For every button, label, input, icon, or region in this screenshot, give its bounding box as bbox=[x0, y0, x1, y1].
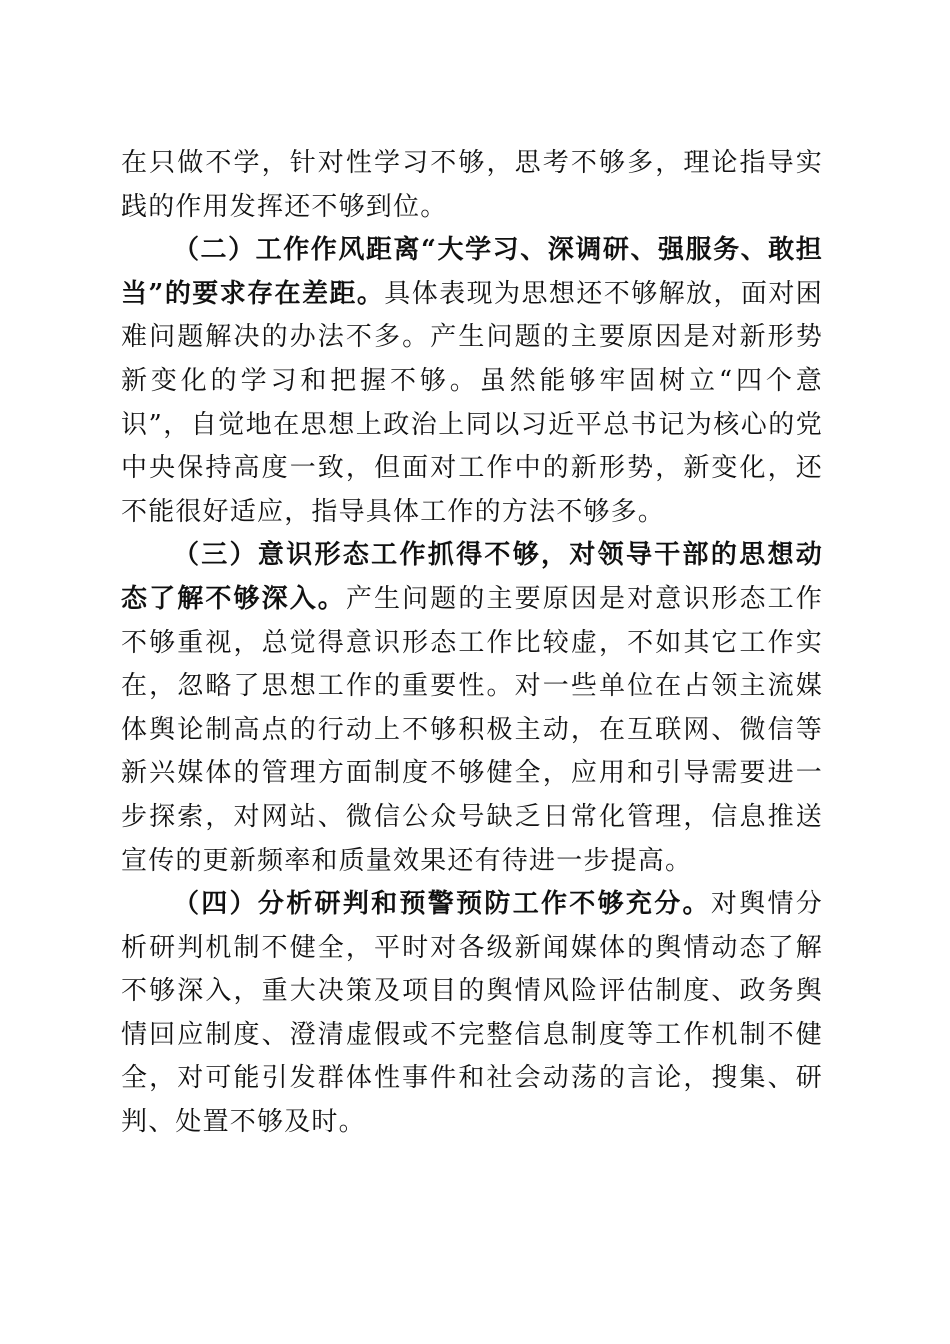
paragraph-body: 在只做不学，针对性学习不够，思考不够多，理论指导实践的作用发挥还不够到位。 bbox=[121, 148, 823, 222]
section-heading: （二）工作作风距离“大学习、深调研、强服务、敢担当”的要求存在差距。 bbox=[121, 235, 823, 309]
paragraph-section-3 bbox=[121, 534, 823, 883]
paragraph-body: 对舆情分析研判机制不健全，平时对各级新闻媒体的舆情动态了解不够深入，重大决策及项目的舆情风险评估制度、政务舆情回应制度、澄清虚假或不完整信息制度等工作机制不健全，对可能引发群体性事件和社会动荡的言论，搜集、研判、处置不够及时。 bbox=[121, 889, 823, 1138]
section-heading: （三）意识形态工作抓得不够，对领导干部的思想动态了解不够深入。 bbox=[121, 540, 823, 614]
document-body bbox=[121, 142, 823, 1145]
section-heading: （四）分析研判和预警预防工作不够充分。 bbox=[173, 889, 711, 920]
paragraph-section-2 bbox=[121, 229, 823, 534]
paragraph-body: 具体表现为思想还不够解放，面对困难问题解决的办法不多。产生问题的主要原因是对新形势新变化的学习和把握不够。虽然能够牢固树立“四个意识”，自觉地在思想上政治上同以习近平总书记为核心的党中央保持高度一致，但面对工作中的新形势，新变化，还不能很好适应，指导具体工作的方法不够多。 bbox=[121, 278, 823, 527]
paragraph-continuation bbox=[121, 142, 823, 229]
paragraph-body: 产生问题的主要原因是对意识形态工作不够重视，总觉得意识形态工作比较虚，不如其它工作实在，忽略了思想工作的重要性。对一些单位在占领主流媒体舆论制高点的行动上不够积极主动，在互联网、微信等新兴媒体的管理方面制度不够健全，应用和引导需要进一步探索，对网站、微信公众号缺乏日常化管理，信息推送宣传的更新频率和质量效果还有待进一步提高。 bbox=[121, 583, 823, 876]
paragraph-section-4 bbox=[121, 883, 823, 1145]
